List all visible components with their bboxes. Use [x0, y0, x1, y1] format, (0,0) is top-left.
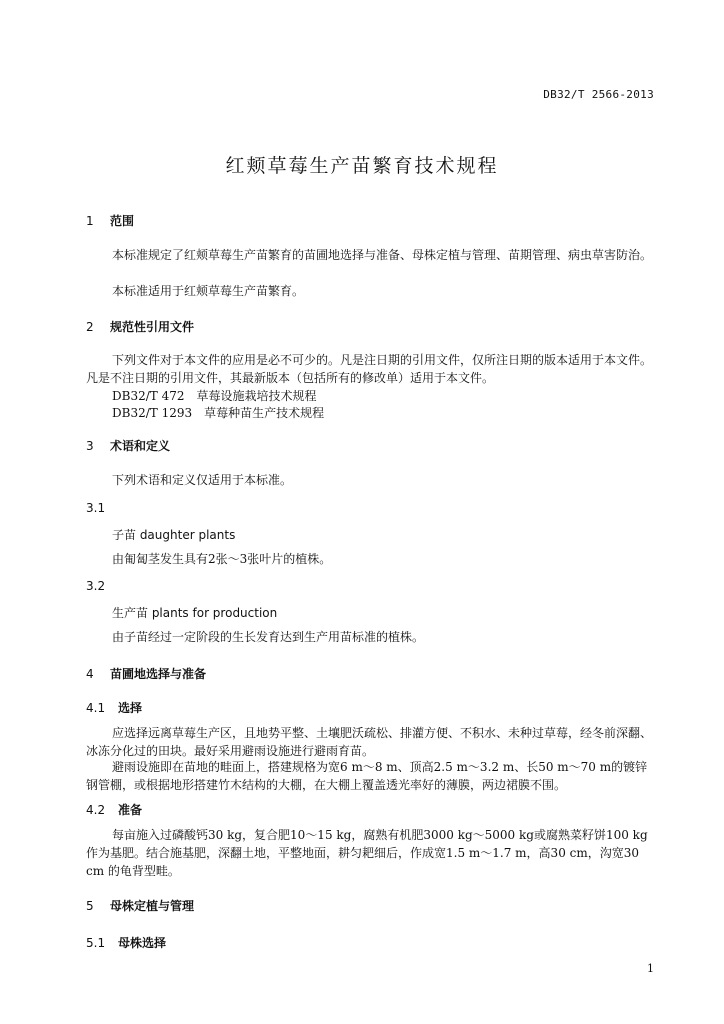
section-number: 5.1 [86, 936, 106, 950]
term-3-2-name: 生产苗 plants for production [112, 606, 278, 620]
paragraph-text: 由匍匐茎发生具有2张～3张叶片的植株。 [112, 552, 332, 566]
section-title: 选择 [118, 701, 143, 715]
section-3-paragraph-1 [86, 471, 658, 489]
section-1-heading [86, 212, 134, 229]
section-title: 范围 [110, 214, 135, 228]
normative-reference-2: DB32/T 1293 草莓种苗生产技术规程 [112, 406, 325, 420]
page-number: 1 [647, 962, 654, 975]
section-4-1-heading [86, 699, 142, 716]
section-title: 术语和定义 [110, 439, 171, 453]
section-title: 母株选择 [118, 936, 167, 950]
section-4-2-heading [86, 801, 142, 818]
section-4-2-paragraph-1 [86, 826, 658, 880]
section-4-1-paragraph-2 [86, 758, 658, 794]
standard-code: DB32/T 2566-2013 [543, 88, 654, 101]
paragraph-text: 本标准规定了红颊草莓生产苗繁育的苗圃地选择与准备、母株定植与管理、苗期管理、病虫草害防治。 [112, 248, 653, 262]
section-number: 4.2 [86, 803, 106, 817]
section-4-heading [86, 665, 206, 682]
section-2-heading [86, 318, 194, 335]
paragraph-text: 应选择远离草莓生产区，且地势平整、土壤肥沃疏松、排灌方便、不积水、未种过草莓，经冬前深翻、冰冻分化过的田块。最好采用避雨设施进行避雨育苗。 [86, 726, 653, 758]
section-1-paragraph-2 [86, 282, 658, 300]
paragraph-text: 避雨设施即在苗地的畦面上，搭建规格为宽6 m～8 m、顶高2.5 m～3.2 m、长50 m～70 m的镀锌钢管棚，或根据地形搭建竹木结构的大棚，在大棚上覆盖透光率好的薄膜，两边裙膜不围。 [86, 760, 648, 792]
section-number: 1 [86, 214, 94, 228]
section-number: 4 [86, 667, 94, 681]
term-3-1-name: 子苗 daughter plants [112, 528, 236, 542]
term-3-2-definition [86, 628, 658, 646]
term-3-2-number: 3.2 [86, 579, 106, 593]
section-number: 3 [86, 439, 94, 453]
section-5-heading [86, 897, 194, 914]
section-5-1-heading [86, 934, 166, 951]
normative-reference-1: DB32/T 472 草莓设施栽培技术规程 [112, 389, 317, 403]
section-number: 4.1 [86, 701, 106, 715]
paragraph-text: 下列文件对于本文件的应用是必不可少的。凡是注日期的引用文件，仅所注日期的版本适用于本文件。凡是不注日期的引用文件，其最新版本（包括所有的修改单）适用于本文件。 [86, 353, 653, 385]
section-title: 苗圃地选择与准备 [110, 667, 207, 681]
section-number: 2 [86, 320, 94, 334]
section-title: 规范性引用文件 [110, 320, 195, 334]
section-2-paragraph-1 [86, 351, 658, 387]
section-1-paragraph-1 [86, 246, 658, 264]
section-number: 5 [86, 899, 94, 913]
paragraph-text: 每亩施入过磷酸钙30 kg，复合肥10～15 kg，腐熟有机肥3000 kg～5000 kg或腐熟菜籽饼100 kg作为基肥。结合施基肥，深翻土地，平整地面，耕匀耙细后，作成宽1.5 m～1.7 m，高30 cm，沟宽30 cm 的龟背型畦。 [86, 828, 648, 878]
paragraph-text: 本标准适用于红颊草莓生产苗繁育。 [112, 284, 305, 298]
section-title: 母株定植与管理 [110, 899, 195, 913]
section-title: 准备 [118, 803, 143, 817]
term-3-1-definition [86, 550, 658, 568]
term-3-1-number: 3.1 [86, 501, 106, 515]
section-3-heading [86, 437, 170, 454]
paragraph-text: 由子苗经过一定阶段的生长发育达到生产用苗标准的植株。 [112, 630, 425, 644]
document-title: 红颊草莓生产苗繁育技术规程 [225, 155, 499, 177]
section-4-1-paragraph-1 [86, 724, 658, 760]
paragraph-text: 下列术语和定义仅适用于本标准。 [112, 473, 293, 487]
